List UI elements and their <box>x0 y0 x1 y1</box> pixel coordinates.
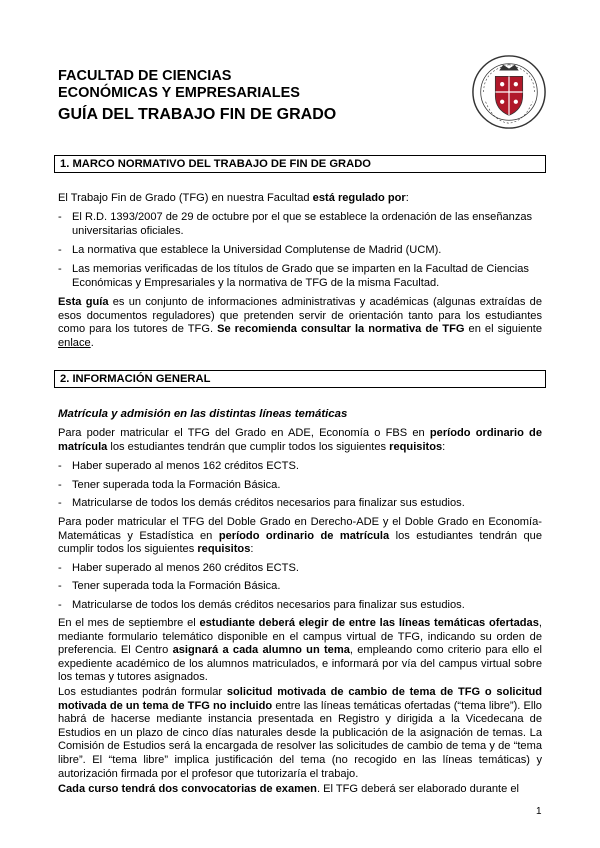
section-heading-marco-normativo: 1. MARCO NORMATIVO DEL TRABAJO DE FIN DE GRADO <box>54 155 546 173</box>
list-item: - Matricularse de todos los demás créditos necesarios para finalizar sus estudios. <box>58 497 542 511</box>
paragraph-requisitos-doble-grado: Para poder matricular el TFG del Doble Grado en Derecho-ADE y el Doble Grado en Economía-Matemáticas y Estadística en período ordinario de matrícula los estudiantes tendrán que cumplir todos los siguientes requisitos: <box>58 516 542 556</box>
faculty-name-line1: FACULTAD DE CIENCIAS <box>58 68 232 84</box>
list-item: - Matricularse de todos los demás créditos necesarios para finalizar sus estudios. <box>58 599 542 613</box>
faculty-name <box>58 68 300 102</box>
section1-intro: El Trabajo Fin de Grado (TFG) en nuestra Facultad está regulado por: <box>58 192 409 204</box>
paragraph-eleccion-tema: En el mes de septiembre el estudiante deberá elegir de entre las líneas temáticas ofertadas, mediante formulario telemático disponible en el campus virtual de TFG, indicando su orden de preferencia. El Centro asignará a cada alumno un tema, empleando como criterio para ello el expediente académico de los alumnos matriculados, e informará por vía del campus virtual sobre los temas y tutores asignados. <box>58 617 542 684</box>
section-heading-informacion-general: 2. INFORMACIÓN GENERAL <box>54 370 546 388</box>
list-item: - Tener superada toda la Formación Básica. <box>58 580 542 594</box>
list-item: - Haber superado al menos 162 créditos ECTS. <box>58 460 542 474</box>
faculty-name-line2: ECONÓMICAS Y EMPRESARIALES <box>58 85 300 101</box>
paragraph-requisitos-ade: Para poder matricular el TFG del Grado en ADE, Economía o FBS en período ordinario de matrícula los estudiantes tendrán que cumplir todos los siguientes requisitos: <box>58 427 542 453</box>
page-number: 1 <box>536 806 542 817</box>
university-crest-icon <box>470 52 548 132</box>
paragraph-convocatorias: Cada curso tendrá dos convocatorias de examen. El TFG deberá ser elaborado durante el <box>58 783 520 795</box>
subheading-matricula: Matrícula y admisión en las distintas líneas temáticas <box>58 408 348 420</box>
list-item: - Tener superada toda la Formación Básica. <box>58 479 542 493</box>
list-item: - Las memorias verificadas de los títulos de Grado que se imparten en la Facultad de Ciencias Económicas y Empresariales y la normativa de TFG de la misma Facultad. <box>58 263 542 290</box>
list-item: - La normativa que establece la Universidad Complutense de Madrid (UCM). <box>58 244 542 258</box>
list-item: - Haber superado al menos 260 créditos ECTS. <box>58 562 542 576</box>
guide-title: GUÍA DEL TRABAJO FIN DE GRADO <box>58 106 337 123</box>
section1-guide-paragraph: Esta guía es un conjunto de informaciones administrativas y académicas (algunas extraídas de esos documentos reguladores) que pretenden servir de orientación tanto para los estudiantes como para los tutores de TFG. Se recomienda consultar la normativa de TFG en el siguiente enlace. <box>58 296 543 349</box>
normativa-link[interactable]: enlace <box>58 336 91 349</box>
list-item: - El R.D. 1393/2007 de 29 de octubre por el que se establece la ordenación de las enseñanzas universitarias oficiales. <box>58 211 542 238</box>
paragraph-cambio-tema: Los estudiantes podrán formular solicitud motivada de cambio de tema de TFG o solicitud motivada de un tema de TFG no incluido entre las líneas temáticas ofertadas (“tema libre”). Ello habrá de hacerse mediante instancia presentada en Registro y dirigida a la Vicedecana de Estudios en un plazo de cinco días naturales desde la publicación de la asignación de temas. La Comisión de Estudios será la encargada de resolver las solicitudes de cambio de tema y de “tema libre”. El “tema libre” implica justificación del tema (no recogido en las líneas temáticas) y autorización firmada por el profesor que tutorizaría el trabajo. <box>58 686 543 780</box>
